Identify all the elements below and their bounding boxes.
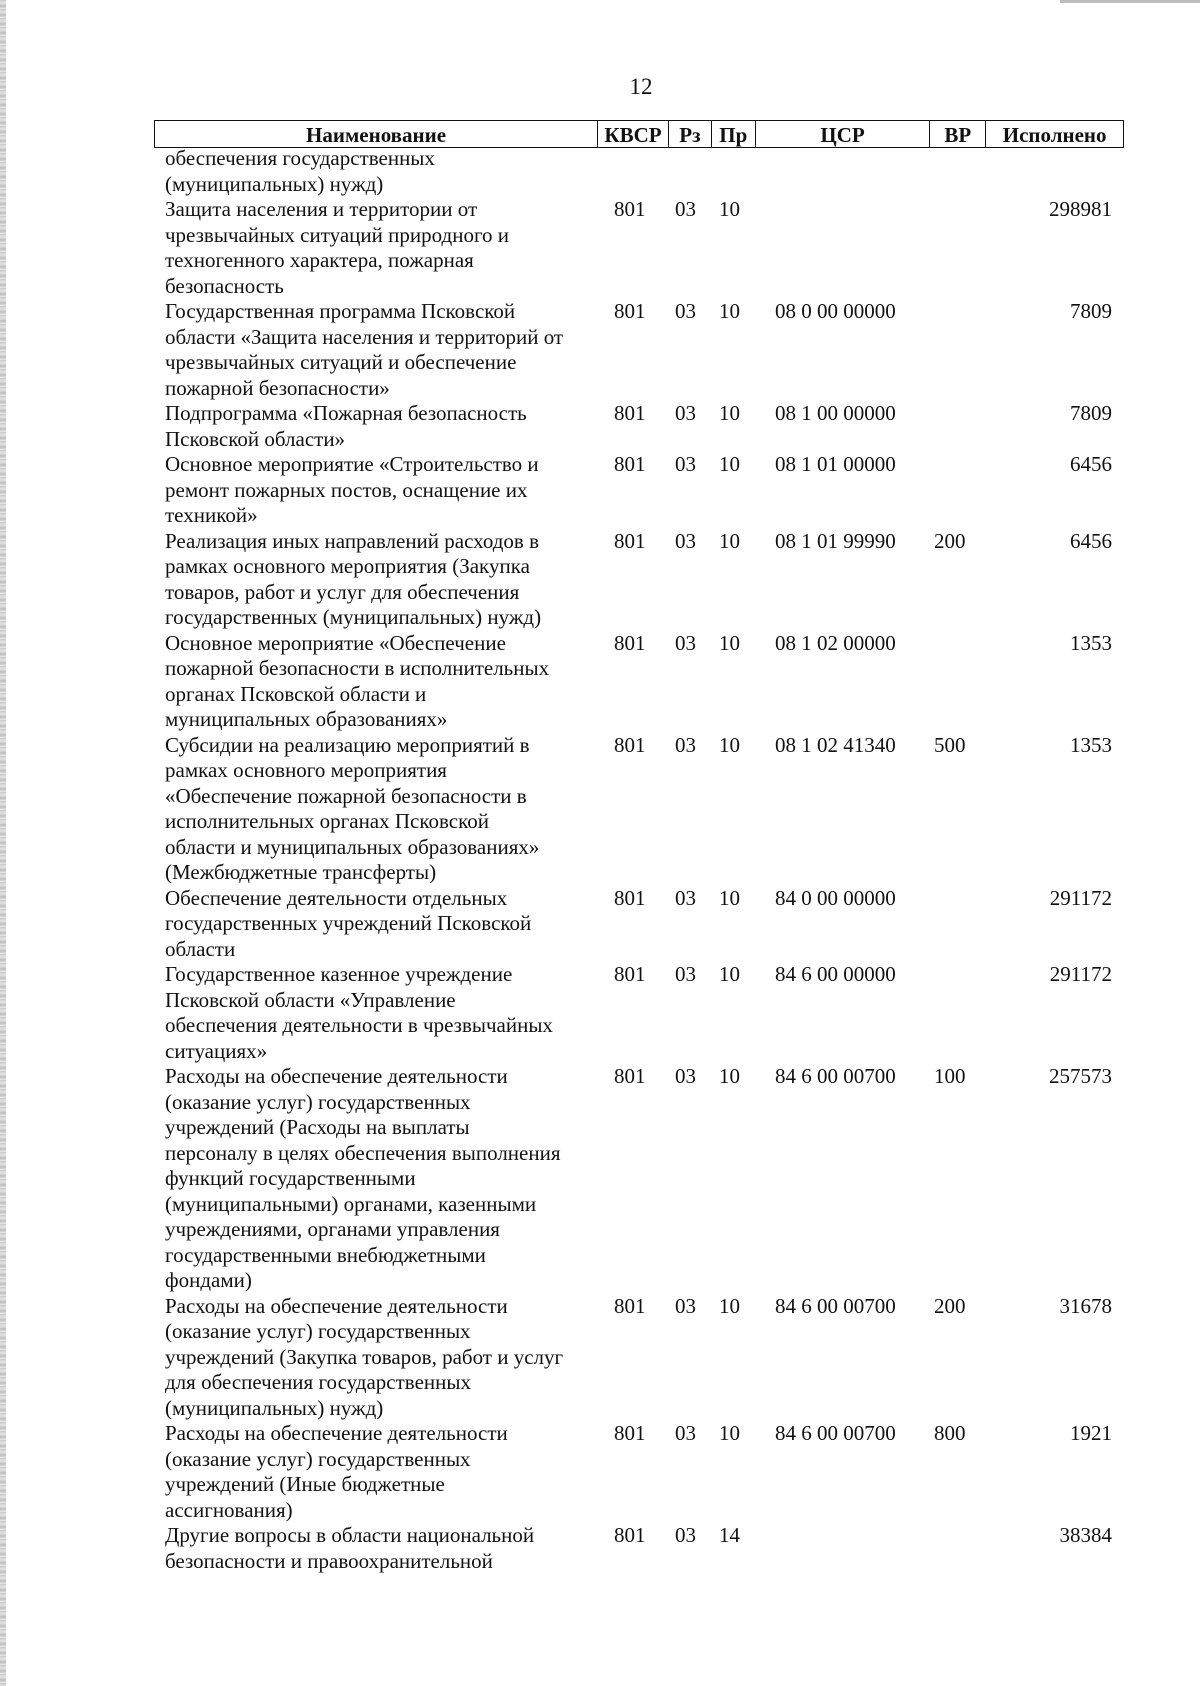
cell-rz: 03: [675, 197, 696, 221]
cell-rz: 03: [675, 1064, 696, 1088]
table-row: [0, 452, 1200, 529]
page-number: 12: [629, 74, 653, 99]
scan-top-edge: [1060, 0, 1200, 3]
header-executed: Исполнено: [1002, 123, 1107, 147]
cell-csr: 08 1 02 41340: [775, 732, 896, 757]
cell-kvsr: 801: [614, 885, 646, 910]
cell-csr: 84 6 00 00700: [775, 1064, 896, 1088]
table-row: [0, 631, 1200, 733]
cell-rz: 03: [675, 962, 696, 986]
table-row: [0, 733, 1200, 886]
cell-kvsr: 801: [614, 1293, 646, 1318]
header-csr: ЦСР: [756, 121, 931, 147]
table-row: [0, 1294, 1200, 1422]
table-row: [0, 197, 1200, 299]
cell-executed: 6456: [1070, 452, 1112, 476]
cell-pr: 10: [719, 452, 740, 476]
cell-executed: 291172: [1049, 885, 1112, 910]
cell-name: Обеспечение деятельности отдельных государственных учреждений Псковской области: [165, 885, 532, 961]
cell-kvsr: 801: [614, 197, 646, 221]
cell-kvsr: 801: [614, 732, 646, 757]
header-vr: ВР: [930, 121, 986, 147]
cell-rz: 03: [675, 732, 696, 757]
cell-vr: 500: [934, 732, 966, 757]
cell-csr: 08 1 00 00000: [775, 401, 896, 425]
cell-csr: 84 6 00 00700: [775, 1293, 896, 1318]
cell-executed: 31678: [1059, 1293, 1112, 1318]
cell-executed: 1353: [1070, 630, 1112, 655]
cell-pr: 10: [719, 528, 740, 553]
cell-vr: 200: [934, 528, 966, 553]
cell-vr: 100: [934, 1064, 966, 1088]
cell-pr: 14: [719, 1523, 740, 1547]
cell-executed: 1921: [1070, 1421, 1112, 1445]
table-row: [0, 529, 1200, 631]
cell-rz: 03: [675, 1523, 696, 1547]
header-rz: Рз: [669, 121, 712, 147]
cell-rz: 03: [675, 1293, 696, 1318]
cell-csr: 84 6 00 00700: [775, 1421, 896, 1445]
cell-rz: 03: [675, 1421, 696, 1445]
cell-csr: 08 1 01 00000: [775, 452, 896, 476]
cell-kvsr: 801: [614, 630, 646, 655]
table-row: [0, 299, 1200, 401]
cell-kvsr: 801: [614, 528, 646, 553]
cell-name: Другие вопросы в области национальной безопасности и правоохранительной: [165, 1523, 535, 1573]
table-row: [0, 1523, 1200, 1574]
cell-executed: 291172: [1049, 962, 1112, 986]
cell-executed: 6456: [1070, 528, 1112, 553]
cell-pr: 10: [719, 962, 740, 986]
cell-pr: 10: [719, 1064, 740, 1088]
table-row: [0, 886, 1200, 963]
cell-csr: 84 6 00 00000: [775, 962, 896, 986]
cell-name: Расходы на обеспечение деятельности (оказание услуг) государственных учреждений (Иные бюджетные ассигнования): [165, 1421, 508, 1522]
cell-rz: 03: [675, 630, 696, 655]
cell-pr: 10: [719, 1293, 740, 1318]
cell-executed: 7809: [1070, 401, 1112, 425]
cell-pr: 10: [719, 732, 740, 757]
cell-name: Защита населения и территории от чрезвычайных ситуаций природного и техногенного характера, пожарная безопасность: [165, 197, 510, 298]
cell-csr: 08 1 01 99990: [775, 528, 896, 553]
table-row: [0, 1421, 1200, 1523]
cell-name: обеспечения государственных (муниципальных) нужд): [165, 146, 435, 196]
cell-name: Государственная программа Псковской области «Защита населения и территорий от чрезвычайных ситуаций и обеспечение пожарной безопасности»: [165, 299, 564, 400]
cell-name: Расходы на обеспечение деятельности (оказание услуг) государственных учреждений (Расходы на выплаты персоналу в целях обеспечения выполнения функций государственными (муниципальными) органами, казенными учреждениями, органами управления государственными внебюджетными фондами): [165, 1064, 561, 1292]
cell-pr: 10: [719, 630, 740, 655]
table-row: [0, 1064, 1200, 1294]
cell-name: Расходы на обеспечение деятельности (оказание услуг) государственных учреждений (Закупка товаров, работ и услуг для обеспечения государственных (муниципальных) нужд): [165, 1293, 564, 1420]
cell-executed: 298981: [1049, 197, 1112, 221]
cell-executed: 38384: [1059, 1523, 1112, 1547]
cell-pr: 10: [719, 1421, 740, 1445]
cell-kvsr: 801: [614, 299, 646, 323]
cell-name: Государственное казенное учреждение Псковской области «Управление обеспечения деятельности в чрезвычайных ситуациях»: [165, 962, 553, 1063]
table-row: [0, 401, 1200, 452]
cell-name: Основное мероприятие «Обеспечение пожарной безопасности в исполнительных органах Псковской области и муниципальных образованиях»: [165, 630, 550, 731]
cell-csr: 08 1 02 00000: [775, 630, 896, 655]
cell-vr: 800: [934, 1421, 966, 1445]
header-pr: Пр: [712, 121, 756, 147]
cell-executed: 1353: [1070, 732, 1112, 757]
cell-rz: 03: [675, 401, 696, 425]
header-kvsr: КВСР: [598, 121, 669, 147]
cell-pr: 10: [719, 299, 740, 323]
cell-rz: 03: [675, 528, 696, 553]
cell-kvsr: 801: [614, 1064, 646, 1088]
cell-rz: 03: [675, 299, 696, 323]
cell-pr: 10: [719, 401, 740, 425]
cell-executed: 257573: [1049, 1064, 1112, 1088]
cell-kvsr: 801: [614, 401, 646, 425]
cell-rz: 03: [675, 452, 696, 476]
table-body: [0, 146, 1200, 1574]
cell-name: Основное мероприятие «Строительство и ремонт пожарных постов, оснащение их техникой»: [165, 452, 539, 527]
cell-pr: 10: [719, 885, 740, 910]
cell-kvsr: 801: [614, 452, 646, 476]
cell-csr: 84 0 00 00000: [775, 885, 896, 910]
cell-executed: 7809: [1070, 299, 1112, 323]
cell-vr: 200: [934, 1293, 966, 1318]
header-name: Наименование: [155, 121, 598, 147]
cell-csr: 08 0 00 00000: [775, 299, 896, 323]
cell-name: Реализация иных направлений расходов в рамках основного мероприятия (Закупка товаров, работ и услуг для обеспечения государственных (муниципальных) нужд): [165, 528, 542, 629]
cell-kvsr: 801: [614, 1523, 646, 1547]
table-row: [0, 146, 1200, 197]
cell-rz: 03: [675, 885, 696, 910]
cell-kvsr: 801: [614, 962, 646, 986]
cell-kvsr: 801: [614, 1421, 646, 1445]
cell-pr: 10: [719, 197, 740, 221]
table-row: [0, 962, 1200, 1064]
cell-name: Субсидии на реализацию мероприятий в рамках основного мероприятия «Обеспечение пожарной безопасности в исполнительных органах Псковской области и муниципальных образованиях» (Межбюджетные трансферты): [165, 732, 540, 884]
table-header: [154, 120, 1124, 148]
cell-name: Подпрограмма «Пожарная безопасность Псковской области»: [165, 401, 527, 451]
